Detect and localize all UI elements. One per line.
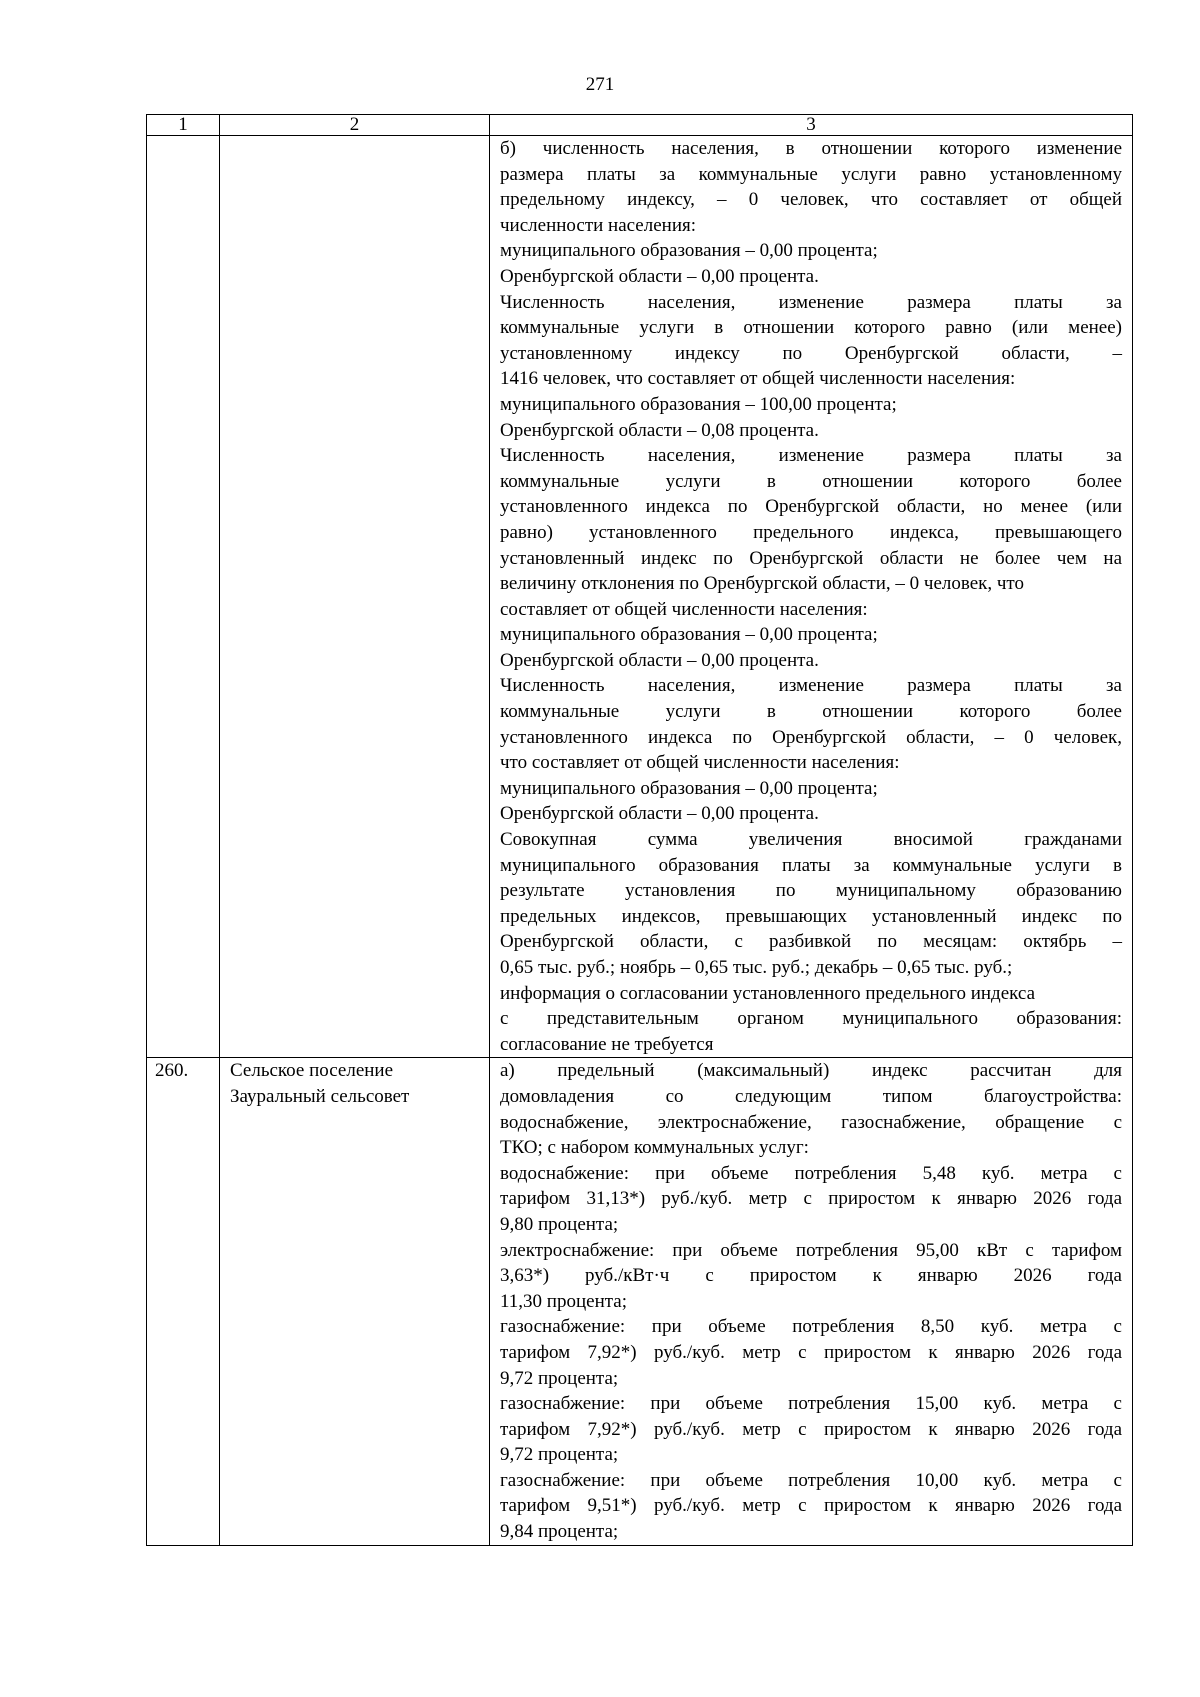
text-line: Численность населения, изменение размера платы за <box>500 291 1122 313</box>
text-line: предельных индексов, превышающих установленный индекс по <box>500 905 1122 927</box>
text-line: размера платы за коммунальные услуги равно установленному <box>500 163 1122 185</box>
municipality-name-line: Зауральный сельсовет <box>230 1085 410 1107</box>
text-line: 9,80 процента; <box>500 1213 619 1235</box>
text-line: а) предельный (максимальный) индекс рассчитан для <box>500 1060 1122 1082</box>
text-line: Оренбургской области – 0,08 процента. <box>500 419 819 441</box>
text-line: что составляет от общей численности населения: <box>500 752 900 774</box>
text-line: б) численность населения, в отношении которого изменение <box>500 138 1122 159</box>
text-line: Оренбургской области – 0,00 процента. <box>500 649 819 671</box>
description-cell <box>490 1058 1133 1545</box>
data-table <box>146 114 1133 1546</box>
table-row <box>147 136 1133 1058</box>
text-line: Численность населения, изменение размера платы за <box>500 675 1122 697</box>
municipality-name-cell <box>220 136 490 1058</box>
text-line: 1416 человек, что составляет от общей численности населения: <box>500 368 1016 390</box>
text-line: 9,72 процента; <box>500 1444 619 1466</box>
text-line: ТКО; с набором коммунальных услуг: <box>500 1137 809 1159</box>
text-line: Совокупная сумма увеличения вносимой гражданами <box>500 829 1122 851</box>
text-line: домовладения со следующим типом благоустройства: <box>500 1085 1122 1107</box>
text-line: 3,63*) руб./кВт·ч с приростом к январю 2026 года <box>500 1265 1122 1287</box>
text-line: установленного индекса по Оренбургской области, но менее (или <box>500 496 1122 518</box>
text-line: тарифом 7,92*) руб./куб. метр с приростом к январю 2026 года <box>500 1418 1122 1440</box>
text-line: равно) установленного предельного индекса, превышающего <box>500 521 1122 543</box>
text-line: тарифом 9,51*) руб./куб. метр с приростом к январю 2026 года <box>500 1495 1122 1517</box>
text-line: информация о согласовании установленного предельного индекса <box>500 982 1036 1004</box>
page-number: 271 <box>585 74 615 95</box>
text-line: газоснабжение: при объеме потребления 8,50 куб. метра с <box>500 1316 1122 1338</box>
text-line: тарифом 31,13*) руб./куб. метр с приростом к январю 2026 года <box>500 1188 1122 1210</box>
text-line: коммунальные услуги в отношении которого равно (или менее) <box>500 317 1122 339</box>
text-line: муниципального образования – 0,00 процента; <box>500 240 878 262</box>
column-header-2: 2 <box>220 115 490 136</box>
text-line: предельному индексу, – 0 человек, что составляет от общей <box>500 189 1122 211</box>
text-line: муниципального образования – 0,00 процента; <box>500 624 878 646</box>
text-line: результате установления по муниципальному образованию <box>500 880 1122 902</box>
text-line: установленного индекса по Оренбургской области, – 0 человек, <box>500 726 1122 748</box>
description-cell <box>490 136 1133 1058</box>
text-line: Оренбургской области – 0,00 процента. <box>500 803 819 825</box>
text-line: Оренбургской области, с разбивкой по месяцам: октябрь – <box>500 931 1122 953</box>
municipality-name-cell <box>220 1058 490 1545</box>
column-header-1: 1 <box>147 115 220 136</box>
text-line: 9,84 процента; <box>500 1521 619 1543</box>
text-line: Численность населения, изменение размера платы за <box>500 445 1122 467</box>
text-line: величину отклонения по Оренбургской области, – 0 человек, что <box>500 573 1024 595</box>
text-line: численности населения: <box>500 214 697 236</box>
text-line: 9,72 процента; <box>500 1367 619 1389</box>
text-line: газоснабжение: при объеме потребления 15,00 куб. метра с <box>500 1393 1122 1415</box>
text-line: с представительным органом муниципального образования: <box>500 1008 1122 1030</box>
text-line: коммунальные услуги в отношении которого более <box>500 701 1122 723</box>
text-line: муниципального образования платы за коммунальные услуги в <box>500 854 1122 876</box>
column-header-3: 3 <box>490 115 1133 136</box>
table-header-row <box>147 115 1133 136</box>
text-line: установленный индекс по Оренбургской области не более чем на <box>500 547 1122 569</box>
text-line: 11,30 процента; <box>500 1290 627 1312</box>
text-line: электроснабжение: при объеме потребления 95,00 кВт с тарифом <box>500 1239 1122 1261</box>
row-number-cell <box>147 136 220 1058</box>
text-line: муниципального образования – 0,00 процента; <box>500 777 878 799</box>
text-line: коммунальные услуги в отношении которого более <box>500 470 1122 492</box>
text-line: муниципального образования – 100,00 процента; <box>500 393 897 415</box>
text-line: 0,65 тыс. руб.; ноябрь – 0,65 тыс. руб.; декабрь – 0,65 тыс. руб.; <box>500 957 1013 978</box>
text-line: тарифом 7,92*) руб./куб. метр с приростом к январю 2026 года <box>500 1341 1122 1363</box>
municipality-name-line: Сельское поселение <box>230 1060 394 1082</box>
row-number-cell: 260. <box>147 1058 220 1545</box>
text-line: Оренбургской области – 0,00 процента. <box>500 265 819 287</box>
table-row <box>147 1058 1133 1545</box>
text-line: установленному индексу по Оренбургской области, – <box>500 342 1122 364</box>
text-line: водоснабжение: при объеме потребления 5,48 куб. метра с <box>500 1162 1122 1184</box>
text-line: водоснабжение, электроснабжение, газоснабжение, обращение с <box>500 1111 1122 1133</box>
text-line: составляет от общей численности населения: <box>500 598 868 620</box>
text-line: газоснабжение: при объеме потребления 10,00 куб. метра с <box>500 1469 1122 1491</box>
text-line: согласование не требуется <box>500 1033 714 1055</box>
